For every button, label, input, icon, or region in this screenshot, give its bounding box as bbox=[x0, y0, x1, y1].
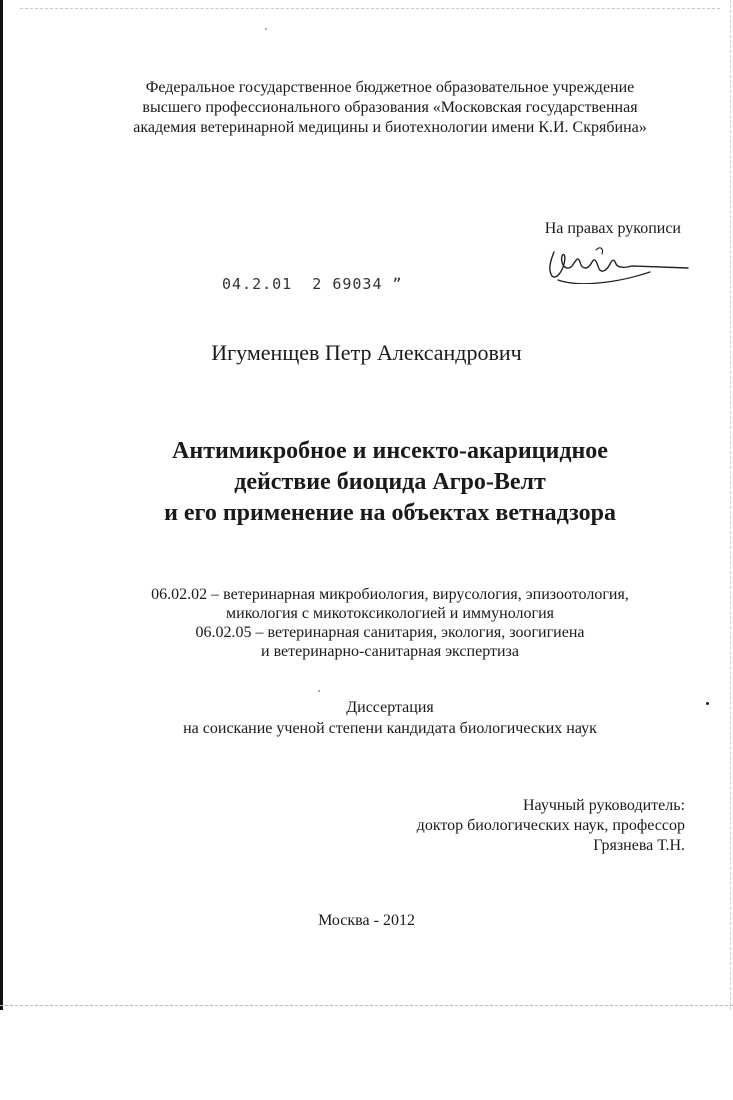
specialty-codes bbox=[60, 585, 720, 661]
scan-top-border bbox=[20, 8, 720, 9]
specialty-line-2: микология с микотоксикологией и иммунология bbox=[226, 605, 554, 622]
institution-line-3: академия ветеринарной медицины и биотехнологии имени К.И. Скрябина» bbox=[133, 119, 647, 136]
scan-right-border bbox=[730, 0, 731, 1010]
scan-bottom-border bbox=[0, 1005, 733, 1006]
scientific-supervisor bbox=[417, 796, 685, 856]
dissertation-title bbox=[60, 436, 720, 529]
manuscript-rights-note: На правах рукописи bbox=[544, 220, 681, 237]
supervisor-name: Грязнева Т.Н. bbox=[593, 837, 685, 854]
supervisor-credentials: доктор биологических наук, профессор bbox=[416, 817, 685, 834]
specialty-line-4: и ветеринарно-санитарная экспертиза bbox=[261, 643, 519, 660]
institution-line-2: высшего профессионального образования «Московская государственная bbox=[142, 99, 638, 116]
title-line-2: действие биоцида Агро-Велт bbox=[234, 469, 546, 495]
scan-speck bbox=[318, 690, 320, 692]
author-name: Игуменщев Петр Александрович bbox=[211, 340, 522, 365]
title-line-3: и его применение на объектах ветнадзора bbox=[164, 500, 616, 526]
title-line-1: Антимикробное и инсекто-акарицидное bbox=[172, 438, 608, 464]
institution-header bbox=[60, 78, 720, 138]
handwritten-signature bbox=[540, 242, 690, 284]
specialty-line-1: 06.02.02 – ветеринарная микробиология, вирусология, эпизоотология, bbox=[151, 586, 629, 603]
degree-statement bbox=[60, 697, 720, 739]
scan-speck bbox=[706, 702, 709, 705]
degree-sought: на соискание ученой степени кандидата биологических наук bbox=[183, 720, 597, 737]
supervisor-label: Научный руководитель: bbox=[522, 797, 685, 814]
registry-number-stamp: 04.2.01 2 69034 ˮ bbox=[222, 275, 403, 293]
city-and-year: Москва - 2012 bbox=[318, 912, 415, 929]
institution-line-1: Федеральное государственное бюджетное образовательное учреждение bbox=[145, 79, 635, 96]
scan-left-edge bbox=[0, 0, 3, 1010]
scan-speck bbox=[265, 28, 267, 30]
degree-type: Диссертация bbox=[346, 699, 434, 716]
specialty-line-3: 06.02.05 – ветеринарная санитария, экология, зоогигиена bbox=[195, 624, 585, 641]
